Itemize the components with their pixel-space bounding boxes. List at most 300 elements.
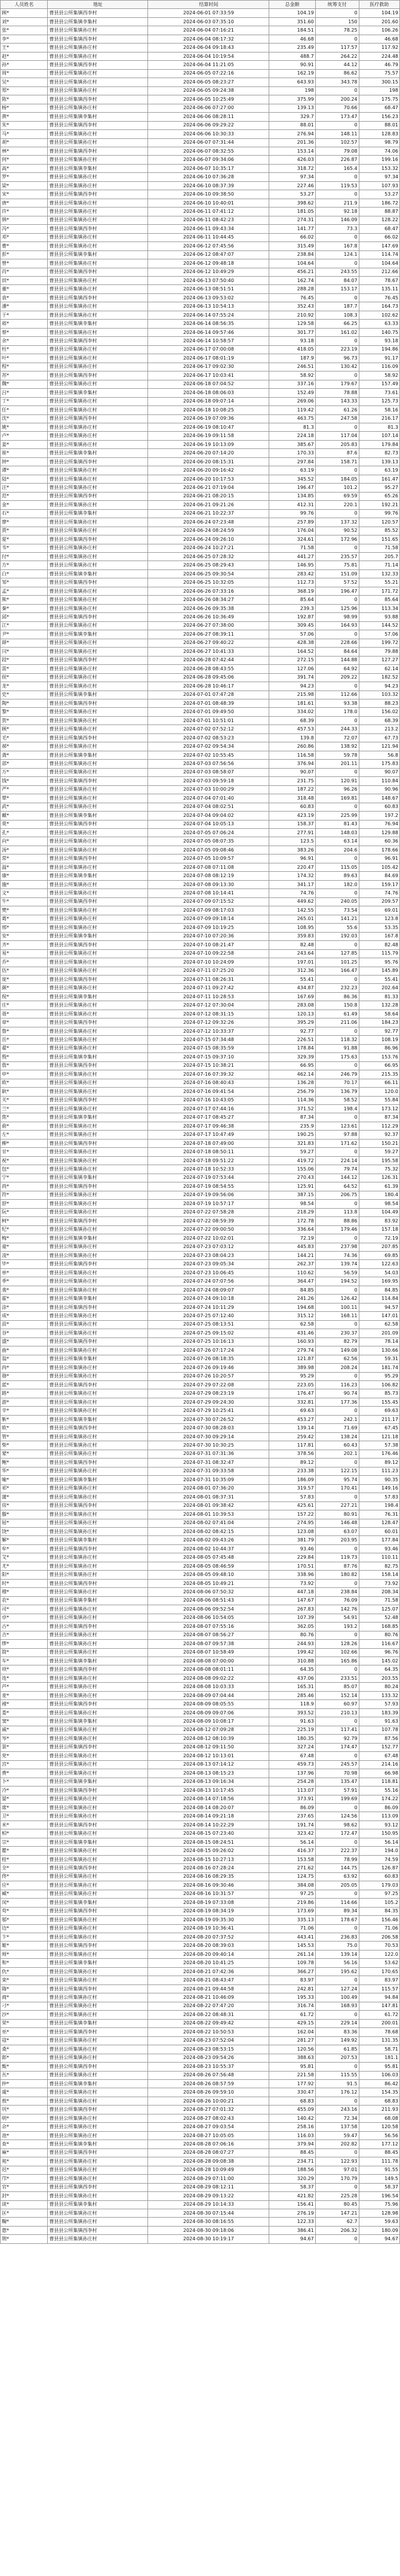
table-cell: 芦* bbox=[1, 1683, 48, 1691]
table-cell: 388.63 bbox=[269, 2054, 315, 2062]
table-cell: 霍* bbox=[1, 1295, 48, 1303]
table-cell: 145.89 bbox=[359, 967, 399, 975]
table-cell: 113.34 bbox=[359, 604, 399, 612]
table-row bbox=[1, 371, 400, 380]
table-cell: 史* bbox=[1, 691, 48, 699]
table-cell: 201.36 bbox=[269, 138, 315, 147]
table-cell: 133.32 bbox=[359, 1691, 399, 1699]
table-cell: 曹县县公所集镇孙庄村 bbox=[48, 1916, 148, 1924]
table-cell: 0 bbox=[315, 630, 359, 639]
table-cell: 210.92 bbox=[269, 311, 315, 319]
table-cell: 121.18 bbox=[359, 1432, 399, 1441]
table-cell: 162.74 bbox=[269, 277, 315, 285]
table-cell: 119.42 bbox=[269, 406, 315, 414]
table-cell: 123.5 bbox=[269, 837, 315, 846]
table-cell: 78.14 bbox=[359, 1337, 399, 1346]
table-cell: 曹县县公所集镇孙庄村 bbox=[48, 967, 148, 975]
table-cell: 2024-07-30 10:30:25 bbox=[148, 1441, 269, 1450]
table-row bbox=[1, 113, 400, 121]
table-cell: 寇* bbox=[1, 2036, 48, 2045]
table-cell: 2024-07-05 08:07:35 bbox=[148, 837, 269, 846]
table-cell: 0 bbox=[315, 803, 359, 811]
table-cell: 192.21 bbox=[359, 501, 399, 509]
table-cell: 董* bbox=[1, 285, 48, 293]
table-row bbox=[1, 164, 400, 172]
table-row bbox=[1, 138, 400, 147]
table-cell: 144.21 bbox=[269, 1251, 315, 1259]
table-cell: 90.35 bbox=[359, 1476, 399, 1484]
table-row bbox=[1, 1924, 400, 1933]
table-cell: 曹县县公所集镇孙庄村 bbox=[48, 1752, 148, 1760]
table-cell: 61.26 bbox=[315, 406, 359, 414]
table-cell: 曹县县公所集镇孙庄村 bbox=[48, 1088, 148, 1096]
table-cell: 曹县县公所集镇孙庄村 bbox=[48, 596, 148, 604]
table-cell: 2024-06-26 07:33:16 bbox=[148, 587, 269, 595]
table-cell: 233.38 bbox=[269, 1467, 315, 1475]
table-cell: 曹县县公所集镇孙庄村 bbox=[48, 2036, 148, 2045]
table-cell: 211.17 bbox=[359, 1415, 399, 1423]
table-row bbox=[1, 44, 400, 52]
table-cell: 曹县县公所集镇孙庄村 bbox=[48, 156, 148, 164]
table-cell: 108.95 bbox=[269, 924, 315, 932]
table-cell: 2024-08-28 10:09:49 bbox=[148, 2166, 269, 2174]
table-cell: 81.33 bbox=[359, 992, 399, 1001]
table-cell: 尤* bbox=[1, 1562, 48, 1570]
table-cell: 崔* bbox=[1, 449, 48, 457]
table-cell: 饶* bbox=[1, 1527, 48, 1535]
table-row bbox=[1, 2045, 400, 2054]
table-cell: 178.66 bbox=[359, 846, 399, 854]
table-cell: 曹县县公所集镇西李村 bbox=[48, 1217, 148, 1225]
table-cell: 94.23 bbox=[359, 682, 399, 691]
table-cell: 321.83 bbox=[269, 1139, 315, 1147]
table-cell: 曹县县公所集镇孙庄村 bbox=[48, 906, 148, 915]
table-cell: 古* bbox=[1, 1623, 48, 1631]
table-cell: 曹县县公所集镇李集村 bbox=[48, 164, 148, 172]
table-row bbox=[1, 1984, 400, 1993]
table-cell: 2024-08-14 07:18:56 bbox=[148, 1795, 269, 1803]
table-cell: 362.05 bbox=[269, 1623, 315, 1631]
table-cell: 240.05 bbox=[315, 897, 359, 906]
table-cell: 384.08 bbox=[269, 1881, 315, 1890]
table-cell: 曹县县公所集镇李集村 bbox=[48, 449, 148, 457]
table-cell: 2024-06-26 10:36:49 bbox=[148, 613, 269, 621]
table-cell: 341.17 bbox=[269, 880, 315, 888]
table-cell: 2024-06-18 08:06:03 bbox=[148, 389, 269, 397]
table-cell: 46.79 bbox=[359, 61, 399, 69]
table-cell: 曹县县公所集镇孙庄村 bbox=[48, 1829, 148, 1838]
table-cell: 曹县县公所集镇李集村 bbox=[48, 2079, 148, 2088]
table-cell: 95.27 bbox=[359, 484, 399, 492]
table-row bbox=[1, 121, 400, 129]
table-cell: 冷* bbox=[1, 1787, 48, 1795]
table-cell: 136.79 bbox=[315, 1088, 359, 1096]
table-cell: 96.91 bbox=[359, 854, 399, 863]
table-cell: 曹县县公所集镇孙庄村 bbox=[48, 1200, 148, 1208]
table-cell: 63.07 bbox=[315, 1527, 359, 1535]
table-cell: 139.8 bbox=[269, 733, 315, 742]
table-cell: 曹县县公所集镇孙庄村 bbox=[48, 2045, 148, 2054]
table-cell: 曹县县公所集镇孙庄村 bbox=[48, 708, 148, 716]
table-cell: 61.49 bbox=[315, 1010, 359, 1018]
table-cell: 艾* bbox=[1, 1553, 48, 1562]
table-cell: 2024-07-26 08:18:35 bbox=[148, 1355, 269, 1363]
table-cell: 惠* bbox=[1, 2226, 48, 2234]
table-cell: 2024-07-16 07:39:32 bbox=[148, 1070, 269, 1079]
table-cell: 2024-07-31 10:35:09 bbox=[148, 1476, 269, 1484]
table-cell: 曹县县公所集镇孙庄村 bbox=[48, 1122, 148, 1130]
table-cell: 92.37 bbox=[359, 1131, 399, 1139]
table-row bbox=[1, 1588, 400, 1596]
table-cell: 2024-07-24 10:11:29 bbox=[148, 1303, 269, 1311]
table-cell: 0 bbox=[315, 121, 359, 129]
table-cell: 2024-07-10 10:24:09 bbox=[148, 958, 269, 967]
table-cell: 197.2 bbox=[359, 812, 399, 820]
table-row bbox=[1, 1933, 400, 1942]
table-cell: 120.0 bbox=[359, 1088, 399, 1096]
table-cell: 曹县县公所集镇孙庄村 bbox=[48, 2157, 148, 2166]
table-cell: 吴* bbox=[1, 78, 48, 86]
table-cell: 曹县县公所集镇孙庄村 bbox=[48, 1769, 148, 1778]
table-cell: 88.01 bbox=[359, 121, 399, 129]
table-row bbox=[1, 1708, 400, 1717]
table-cell: 202.82 bbox=[315, 2140, 359, 2148]
table-cell: 胡* bbox=[1, 138, 48, 147]
table-cell: 108.19 bbox=[359, 1036, 399, 1044]
table-row bbox=[1, 1976, 400, 1984]
table-row bbox=[1, 173, 400, 181]
table-row bbox=[1, 1562, 400, 1570]
table-cell: 225.28 bbox=[315, 2192, 359, 2200]
table-cell: 92.79 bbox=[315, 1735, 359, 1743]
table-cell: 曹县县公所集镇孙庄村 bbox=[48, 915, 148, 923]
table-cell: 曹县县公所集镇孙庄村 bbox=[48, 1372, 148, 1380]
table-cell: 182.52 bbox=[359, 673, 399, 682]
table-cell: 鞠* bbox=[1, 2218, 48, 2226]
table-cell: 俞* bbox=[1, 1122, 48, 1130]
table-cell: 郝* bbox=[1, 742, 48, 751]
table-cell: 2024-08-01 10:39:53 bbox=[148, 1510, 269, 1519]
table-cell: 170.65 bbox=[359, 1967, 399, 1976]
table-cell: 60.43 bbox=[315, 1441, 359, 1450]
table-cell: 0 bbox=[315, 259, 359, 268]
table-cell: 曹县县公所集镇孙庄村 bbox=[48, 86, 148, 95]
table-cell: 243.16 bbox=[315, 2106, 359, 2114]
table-cell: 238.84 bbox=[315, 1588, 359, 1596]
table-row bbox=[1, 1320, 400, 1329]
table-cell: 64.35 bbox=[269, 1665, 315, 1674]
table-row bbox=[1, 1571, 400, 1579]
table-cell: 324.61 bbox=[269, 535, 315, 544]
table-cell: 283.08 bbox=[269, 1001, 315, 1010]
table-cell: 175.63 bbox=[315, 1053, 359, 1061]
table-row bbox=[1, 1312, 400, 1320]
table-cell: 曹县县公所集镇孙庄村 bbox=[48, 1562, 148, 1570]
table-row bbox=[1, 1337, 400, 1346]
table-cell: 高* bbox=[1, 164, 48, 172]
table-cell: 2024-07-11 07:25:20 bbox=[148, 967, 269, 975]
table-row bbox=[1, 1907, 400, 1915]
table-row bbox=[1, 1243, 400, 1251]
table-cell: 59.27 bbox=[359, 1148, 399, 1156]
table-cell: 滕* bbox=[1, 1510, 48, 1519]
table-cell: 319.57 bbox=[269, 1484, 315, 1493]
table-cell: 91.17 bbox=[359, 354, 399, 363]
table-cell: 256.79 bbox=[269, 1088, 315, 1096]
table-cell: 2024-08-29 07:11:00 bbox=[148, 2175, 269, 2183]
table-cell: 2024-06-14 08:56:35 bbox=[148, 320, 269, 328]
table-cell: 曹县县公所集镇孙庄村 bbox=[48, 760, 148, 768]
table-cell: 174.32 bbox=[269, 872, 315, 880]
table-cell: 2024-08-07 09:57:38 bbox=[148, 1640, 269, 1648]
table-cell: 颜* bbox=[1, 984, 48, 992]
table-cell: 吉* bbox=[1, 1631, 48, 1639]
table-cell: 焦* bbox=[1, 1113, 48, 1122]
table-cell: 师* bbox=[1, 1950, 48, 1958]
table-cell: 73.61 bbox=[359, 389, 399, 397]
table-cell: 2024-08-15 08:24:51 bbox=[148, 1838, 269, 1846]
table-cell: 169.81 bbox=[315, 794, 359, 803]
table-cell: 姜* bbox=[1, 440, 48, 448]
table-cell: 曹县县公所集镇李集村 bbox=[48, 1113, 148, 1122]
table-cell: 2024-07-03 08:58:07 bbox=[148, 768, 269, 776]
table-row bbox=[1, 466, 400, 475]
table-cell: 205.05 bbox=[315, 1881, 359, 1890]
table-cell: 80.24 bbox=[359, 1683, 399, 1691]
table-cell: 334.02 bbox=[269, 708, 315, 716]
table-cell: 曹县县公所集镇李集村 bbox=[48, 630, 148, 639]
table-cell: 舒* bbox=[1, 1200, 48, 1208]
table-row bbox=[1, 1432, 400, 1441]
table-cell: 257.89 bbox=[269, 518, 315, 527]
table-cell: 2024-07-17 09:46:38 bbox=[148, 1122, 269, 1130]
table-row bbox=[1, 975, 400, 983]
table-cell: 2024-06-24 10:27:21 bbox=[148, 544, 269, 552]
table-cell: 117.04 bbox=[315, 432, 359, 440]
table-cell: 黄* bbox=[1, 113, 48, 121]
table-cell: 222.37 bbox=[315, 1847, 359, 1855]
table-cell: 曹县县公所集镇孙庄村 bbox=[48, 1890, 148, 1898]
table-cell: 巩* bbox=[1, 2106, 48, 2114]
table-cell: 71.06 bbox=[269, 1924, 315, 1933]
table-cell: 0 bbox=[315, 975, 359, 983]
table-row bbox=[1, 1820, 400, 1829]
table-cell: 曹县县公所集镇孙庄村 bbox=[48, 1924, 148, 1933]
table-cell: 316.74 bbox=[269, 2002, 315, 2010]
table-row bbox=[1, 1424, 400, 1432]
table-cell: 332.81 bbox=[269, 1398, 315, 1406]
table-cell: 0 bbox=[315, 1493, 359, 1501]
table-row bbox=[1, 1346, 400, 1355]
table-row bbox=[1, 380, 400, 388]
table-cell: 94.84 bbox=[359, 1993, 399, 2002]
table-row bbox=[1, 1372, 400, 1380]
table-cell: 0 bbox=[315, 854, 359, 863]
table-cell: 曹县县公所集镇孙庄村 bbox=[48, 2002, 148, 2010]
table-cell: 龙* bbox=[1, 682, 48, 691]
table-cell: 67.45 bbox=[359, 1424, 399, 1432]
table-cell: 曹县县公所集镇孙庄村 bbox=[48, 1640, 148, 1648]
table-cell: 2024-07-08 10:14:41 bbox=[148, 889, 269, 897]
table-row bbox=[1, 1191, 400, 1199]
table-cell: 88.45 bbox=[269, 2148, 315, 2157]
table-cell: 商* bbox=[1, 1993, 48, 2002]
table-cell: 聂* bbox=[1, 1010, 48, 1018]
table-row bbox=[1, 967, 400, 975]
table-cell: 戚* bbox=[1, 1726, 48, 1734]
table-cell: 140.42 bbox=[269, 2114, 315, 2122]
table-cell: 曹县县公所集镇西李村 bbox=[48, 1743, 148, 1751]
table-cell: 0 bbox=[315, 173, 359, 181]
table-cell: 曹县县公所集镇孙庄村 bbox=[48, 1268, 148, 1277]
table-cell: 147.81 bbox=[359, 2002, 399, 2010]
table-cell: 曹县县公所集镇孙庄村 bbox=[48, 561, 148, 569]
table-cell: 78.67 bbox=[359, 277, 399, 285]
table-cell: 2024-08-02 07:41:04 bbox=[148, 1519, 269, 1527]
table-cell: 姚* bbox=[1, 423, 48, 431]
table-cell: 2024-08-27 08:02:43 bbox=[148, 2114, 269, 2122]
table-cell: 179.46 bbox=[315, 1225, 359, 1234]
table-cell: 曹县县公所集镇孙庄村 bbox=[48, 354, 148, 363]
table-cell: 211.93 bbox=[359, 2106, 399, 2114]
table-cell: 83.97 bbox=[359, 1976, 399, 1984]
table-cell: 曹县县公所集镇西李村 bbox=[48, 578, 148, 587]
table-cell: 贾* bbox=[1, 527, 48, 535]
table-cell: 鲁* bbox=[1, 1027, 48, 1035]
table-cell: 0 bbox=[315, 1631, 359, 1639]
table-cell: 2024-08-06 08:51:43 bbox=[148, 1596, 269, 1605]
table-cell: 195.33 bbox=[269, 1993, 315, 2002]
table-cell: 2024-07-15 10:38:21 bbox=[148, 1061, 269, 1070]
table-cell: 曹县县公所集镇李集村 bbox=[48, 250, 148, 259]
table-cell: 2024-08-20 07:37:52 bbox=[148, 1933, 269, 1942]
table-cell: 2024-07-04 09:04:02 bbox=[148, 812, 269, 820]
table-cell: 285.46 bbox=[269, 1691, 315, 1699]
table-cell: 144.12 bbox=[315, 1174, 359, 1182]
table-cell: 2024-06-18 10:08:25 bbox=[148, 406, 269, 414]
table-cell: 曹县县公所集镇孙庄村 bbox=[48, 1243, 148, 1251]
table-cell: 72.19 bbox=[269, 1234, 315, 1243]
table-cell: 2024-08-14 09:21:18 bbox=[148, 1812, 269, 1820]
table-cell: 74.06 bbox=[359, 147, 399, 155]
table-cell: 2024-08-12 08:10:39 bbox=[148, 1735, 269, 1743]
table-cell: 0 bbox=[315, 2097, 359, 2105]
table-cell: 2024-07-18 08:50:11 bbox=[148, 1148, 269, 1156]
table-cell: 章* bbox=[1, 1018, 48, 1027]
table-row bbox=[1, 1967, 400, 1976]
table-row bbox=[1, 259, 400, 268]
table-cell: 韩* bbox=[1, 216, 48, 224]
table-cell: 95.29 bbox=[359, 1372, 399, 1380]
table-cell: 曹县县公所集镇孙庄村 bbox=[48, 173, 148, 181]
table-cell: 93.88 bbox=[359, 613, 399, 621]
table-cell: 78.68 bbox=[359, 2028, 399, 2036]
table-cell: 98.54 bbox=[359, 1200, 399, 1208]
table-cell: 149.92 bbox=[315, 2036, 359, 2045]
table-row bbox=[1, 1018, 400, 1027]
table-cell: 石* bbox=[1, 509, 48, 518]
table-cell: 94.67 bbox=[359, 2235, 399, 2243]
table-cell: 108.3 bbox=[315, 311, 359, 319]
table-cell: 212.66 bbox=[359, 268, 399, 276]
table-cell: 2024-06-21 07:19:04 bbox=[148, 484, 269, 492]
table-row bbox=[1, 199, 400, 207]
table-row bbox=[1, 1579, 400, 1587]
table-cell: 125.73 bbox=[359, 397, 399, 405]
table-cell: 汤* bbox=[1, 846, 48, 854]
table-cell: 向* bbox=[1, 837, 48, 846]
table-cell: 2024-08-29 09:13:22 bbox=[148, 2192, 269, 2200]
table-row bbox=[1, 794, 400, 803]
table-cell: 曹县县公所集镇孙庄村 bbox=[48, 1277, 148, 1286]
table-cell: 161.47 bbox=[359, 475, 399, 483]
table-cell: 167.69 bbox=[269, 992, 315, 1001]
table-cell: 145.02 bbox=[359, 1657, 399, 1665]
table-row bbox=[1, 492, 400, 500]
table-cell: 曹县县公所集镇孙庄村 bbox=[48, 794, 148, 803]
table-cell: 113.8 bbox=[315, 1208, 359, 1216]
table-row bbox=[1, 2235, 400, 2243]
header-row bbox=[1, 1, 400, 9]
table-cell: 164.93 bbox=[315, 621, 359, 630]
table-row bbox=[1, 1812, 400, 1820]
table-cell: 2024-07-08 07:11:08 bbox=[148, 863, 269, 871]
table-cell: 喻* bbox=[1, 1476, 48, 1484]
table-cell: 曹县县公所集镇孙庄村 bbox=[48, 665, 148, 673]
table-cell: 58.52 bbox=[315, 1096, 359, 1104]
table-row bbox=[1, 1726, 400, 1734]
table-cell: 曹县县公所集镇孙庄村 bbox=[48, 1389, 148, 1398]
table-cell: 126.42 bbox=[315, 1295, 359, 1303]
table-cell: 429.15 bbox=[269, 2019, 315, 2027]
table-cell: 75.81 bbox=[315, 561, 359, 569]
table-cell: 103.32 bbox=[359, 691, 399, 699]
table-cell: 2024-08-02 09:43:26 bbox=[148, 1536, 269, 1544]
table-cell: 2024-06-04 08:17:32 bbox=[148, 35, 269, 43]
table-row bbox=[1, 1544, 400, 1553]
table-cell: 曹县县公所集镇孙庄村 bbox=[48, 1364, 148, 1372]
table-row bbox=[1, 1795, 400, 1803]
table-row bbox=[1, 1260, 400, 1268]
table-cell: 199.72 bbox=[359, 639, 399, 647]
table-cell: 61.39 bbox=[359, 1182, 399, 1191]
table-cell: 118.9 bbox=[269, 1700, 315, 1708]
table-cell: 203.55 bbox=[359, 1674, 399, 1682]
table-cell: 2024-07-25 09:15:02 bbox=[148, 1329, 269, 1337]
table-cell: 198 bbox=[269, 86, 315, 95]
table-cell: 80.76 bbox=[269, 1631, 315, 1639]
table-cell: 2024-08-15 10:27:13 bbox=[148, 1855, 269, 1863]
table-cell: 路* bbox=[1, 1389, 48, 1398]
table-cell: 179.03 bbox=[359, 1881, 399, 1890]
table-cell: 曹县县公所集镇西李村 bbox=[48, 535, 148, 544]
table-cell: 86.62 bbox=[315, 69, 359, 78]
table-cell: 270.43 bbox=[269, 1174, 315, 1182]
table-cell: 荣* bbox=[1, 2019, 48, 2027]
table-cell: 227.21 bbox=[315, 1501, 359, 1510]
table-row bbox=[1, 751, 400, 759]
table-cell: 63.33 bbox=[359, 320, 399, 328]
table-row bbox=[1, 1061, 400, 1070]
table-cell: 109.78 bbox=[269, 1959, 315, 1967]
table-cell: 126.87 bbox=[359, 1864, 399, 1872]
table-cell: 2024-08-09 10:08:17 bbox=[148, 1717, 269, 1726]
table-cell: 2024-08-16 09:30:46 bbox=[148, 1881, 269, 1890]
table-cell: 孔* bbox=[1, 829, 48, 837]
table-cell: 97.25 bbox=[359, 1890, 399, 1898]
table-cell: 2024-06-12 09:48:18 bbox=[148, 259, 269, 268]
table-cell: 93.18 bbox=[269, 337, 315, 345]
